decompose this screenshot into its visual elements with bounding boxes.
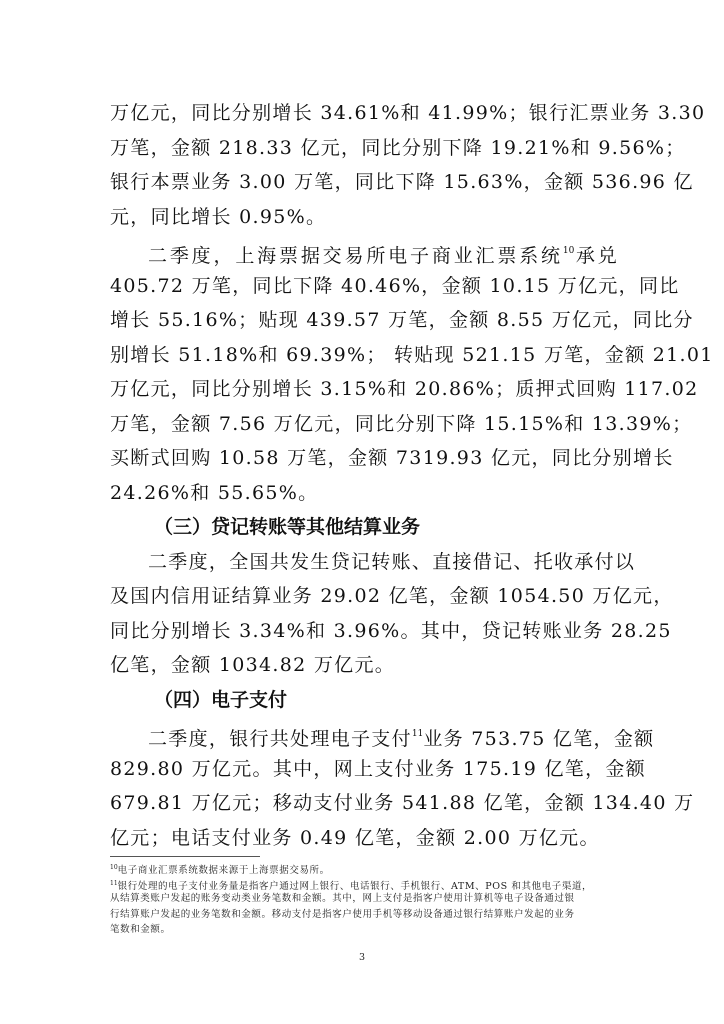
paragraph-line: 及国内信用证结算业务 29.02 亿笔，金额 1054.50 万亿元， [110,585,674,607]
paragraph-line: 别增长 51.18%和 69.39%； 转贴现 521.15 万笔，金额 21.01 [110,343,714,366]
paragraph-line: 亿笔，金额 1034.82 万亿元。 [110,654,396,676]
paragraph-line: 24.26%和 55.65%。 [110,481,319,504]
section-heading: （四）电子支付 [154,688,288,711]
paragraph-line: 829.80 万亿元。其中，网上支付业务 175.19 亿笔，金额 [110,757,646,780]
section-heading: （三）贷记转账等其他结算业务 [154,516,421,538]
paragraph-line: 增长 55.16%；贴现 439.57 万笔，金额 8.55 万亿元，同比分 [110,309,694,331]
paragraph-first-line [110,717,655,752]
footnote-10 [110,860,620,876]
page-number: 3 [358,952,366,963]
footnote-text-line: 从结算类账户发起的账务变动类业务笔数和金额。其中，网上支付是指客户使用计算机等电子设备通过银 [110,893,575,904]
footnote-text: 银行处理的电子支付业务量是指客户通过网上银行、电话银行、手机银行、ATM、POS 和其他电子渠道， [117,880,593,892]
footnote-marker: 10 [562,246,575,256]
footnote-text-line: 行结算账户发起的业务笔数和金额。移动支付是指客户使用手机等移动设备通过银行结算账户发起的业务 [110,908,575,920]
footnote-marker: 11 [411,729,424,739]
paragraph-text: 承兑 [574,245,618,267]
paragraph-line: 万亿元，同比分别增长 34.61%和 41.99%；银行汇票业务 3.30 [110,102,706,124]
paragraph-text: 二季度，银行共处理电子支付 [148,728,412,750]
paragraph-line: 元，同比增长 0.95%。 [110,205,327,228]
footnote-text: 电子商业汇票系统数据来源于上海票据交易所。 [117,865,330,876]
paragraph-text: 业务 753.75 亿笔，金额 [423,728,655,750]
paragraph-line: 银行本票业务 3.00 万笔，同比下降 15.63%，金额 536.96 亿 [110,171,694,193]
footnotes [110,860,620,938]
footnote-11 [110,876,620,892]
paragraph-line: 万亿元，同比分别增长 3.15%和 20.86%；质押式回购 117.02 [110,378,699,400]
footnote-number: 10 [110,864,118,871]
footnote-text-line: 笔数和金额。 [110,924,171,935]
paragraph-first-line [110,234,618,269]
paragraph-line: 买断式回购 10.58 万笔，金额 7319.93 亿元，同比分别增长 [110,447,674,469]
paragraph-line: 679.81 万亿元；移动支付业务 541.88 亿笔，金额 134.40 万 [110,792,695,814]
paragraph-text: 二季度，上海票据交易所电子商业汇票系统 [148,245,563,267]
paragraph-line: 万笔，金额 218.33 亿元，同比分别下降 19.21%和 9.56%； [110,136,686,159]
paragraph-line: 同比分别增长 3.34%和 3.96%。其中，贷记转账业务 28.25 [110,619,672,642]
paragraph-line: 万笔，金额 7.56 万亿元，同比分别下降 15.15%和 13.39%； [110,412,693,435]
paragraph-first-line: 二季度，全国共发生贷记转账、直接借记、托收承付以 [148,550,636,573]
paragraph-line: 亿元；电话支付业务 0.49 亿笔，金额 2.00 万亿元。 [110,826,600,849]
footnote-number: 11 [110,879,118,887]
paragraph-line: 405.72 万笔，同比下降 40.46%，金额 10.15 万亿元，同比 [110,274,680,297]
footnote-divider [110,856,260,857]
body-text [110,96,714,855]
